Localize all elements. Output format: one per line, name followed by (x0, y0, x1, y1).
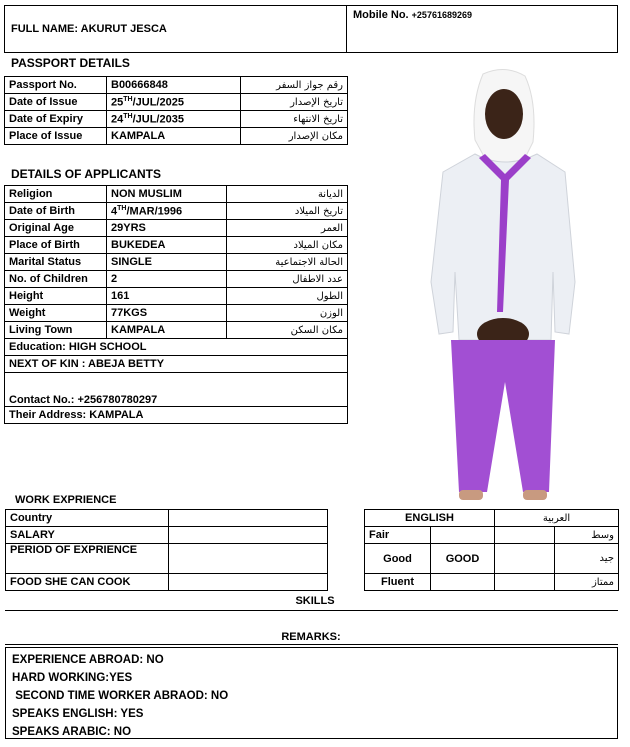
applicant-arabic: مكان الميلاد (227, 237, 348, 254)
table-row (365, 574, 619, 591)
level-label: Good (365, 544, 431, 574)
applicant-table (4, 185, 348, 424)
arabic-level-label: جيد (555, 544, 619, 574)
applicant-label: Religion (5, 186, 107, 203)
table-row (5, 77, 348, 94)
applicant-value: 2 (107, 271, 227, 288)
table-row (5, 94, 348, 111)
applicant-label: Original Age (5, 220, 107, 237)
arabic-level-mark (495, 574, 555, 591)
applicant-arabic: العمر (227, 220, 348, 237)
remark-line: SPEAKS ARABIC: NO (12, 726, 132, 738)
work-value (169, 544, 328, 574)
work-label: Country (6, 510, 169, 527)
date-part: /JUL/2035 (132, 113, 184, 126)
mobile-row (353, 9, 472, 21)
applicant-value: 77KGS (107, 305, 227, 322)
remark-line: EXPERIENCE ABROAD: NO (12, 654, 164, 666)
table-row (5, 254, 348, 271)
header-mobile-box (346, 5, 618, 53)
remark-line: SECOND TIME WORKER ABRAOD: NO (12, 690, 229, 702)
applicant-label: Place of Birth (5, 237, 107, 254)
passport-arabic: تاريخ الانتهاء (241, 111, 348, 128)
applicant-arabic: الديانة (227, 186, 348, 203)
applicant-value: KAMPALA (107, 322, 227, 339)
header-name-box (4, 5, 347, 53)
work-label: SALARY (6, 527, 169, 544)
table-row (5, 305, 348, 322)
passport-value: KAMPALA (107, 128, 241, 145)
arabic-level-label: وسط (555, 527, 619, 544)
passport-arabic: رقم جواز السفر (241, 77, 348, 94)
table-row (5, 203, 348, 220)
education: Education: HIGH SCHOOL (5, 339, 348, 356)
full-name: FULL NAME: AKURUT JESCA (11, 23, 167, 35)
remarks-box (5, 647, 618, 739)
date-part: /MAR/1996 (126, 205, 183, 218)
passport-label: Place of Issue (5, 128, 107, 145)
table-row (5, 373, 348, 407)
table-row (6, 510, 328, 527)
table-row (5, 237, 348, 254)
passport-arabic: مكان الإصدار (241, 128, 348, 145)
skills-title: SKILLS (295, 595, 335, 607)
language-table (364, 509, 619, 591)
mobile-label: Mobile No. (353, 9, 409, 21)
passport-arabic: تاريخ الإصدار (241, 94, 348, 111)
english-header: ENGLISH (365, 510, 495, 527)
table-row (5, 271, 348, 288)
applicant-arabic: الطول (227, 288, 348, 305)
work-label: PERIOD OF EXPRIENCE (6, 544, 169, 574)
remarks-divider (5, 644, 618, 645)
table-row (5, 288, 348, 305)
arabic-level-mark (495, 527, 555, 544)
passport-label: Date of Issue (5, 94, 107, 111)
english-level (431, 574, 495, 591)
applicant-label: No. of Children (5, 271, 107, 288)
table-row (5, 220, 348, 237)
mobile-value: +25761689269 (411, 10, 472, 20)
applicant-value: SINGLE (107, 254, 227, 271)
work-label: FOOD SHE CAN COOK (6, 574, 169, 591)
date-suffix: TH (123, 95, 133, 103)
contact: Contact No.: +256780780297 (5, 373, 348, 407)
skills-divider (5, 610, 618, 611)
english-level: GOOD (431, 544, 495, 574)
table-row (365, 527, 619, 544)
table-row (6, 574, 328, 591)
work-value (169, 574, 328, 591)
passport-value (107, 111, 241, 128)
date-part: 25 (111, 96, 124, 109)
passport-label: Passport No. (5, 77, 107, 94)
date-part: 24 (111, 113, 124, 126)
applicant-value: 161 (107, 288, 227, 305)
passport-label: Date of Expiry (5, 111, 107, 128)
arabic-level-mark (495, 544, 555, 574)
table-row (5, 339, 348, 356)
applicant-label: Height (5, 288, 107, 305)
table-row (5, 186, 348, 203)
date-suffix: TH (123, 112, 133, 120)
date-suffix: TH (117, 204, 127, 212)
remarks-title: REMARKS: (281, 631, 341, 643)
applicant-value: NON MUSLIM (107, 186, 227, 203)
table-row (5, 407, 348, 424)
applicant-label: Date of Birth (5, 203, 107, 220)
table-row (365, 510, 619, 527)
passport-title: PASSPORT DETAILS (11, 56, 130, 70)
applicant-arabic: مكان السكن (227, 322, 348, 339)
table-row (5, 111, 348, 128)
passport-value: B00666848 (107, 77, 241, 94)
applicant-value: BUKEDEA (107, 237, 227, 254)
work-value (169, 510, 328, 527)
arabic-header: العربية (495, 510, 619, 527)
address: Their Address: KAMPALA (5, 407, 348, 424)
applicant-arabic: الحالة الاجتماعية (227, 254, 348, 271)
applicant-arabic: تاريخ الميلاد (227, 203, 348, 220)
next-of-kin: NEXT OF KIN : ABEJA BETTY (5, 356, 348, 373)
work-title: WORK EXPRIENCE (15, 494, 117, 506)
level-label: Fair (365, 527, 431, 544)
passport-value (107, 94, 241, 111)
english-level (431, 527, 495, 544)
applicant-arabic: عدد الاطفال (227, 271, 348, 288)
work-value (169, 527, 328, 544)
applicant-value: 29YRS (107, 220, 227, 237)
remark-line: SPEAKS ENGLISH: YES (12, 708, 144, 720)
table-row (5, 356, 348, 373)
table-row (5, 128, 348, 145)
work-table (5, 509, 328, 591)
remark-line: HARD WORKING:YES (12, 672, 133, 684)
applicant-title: DETAILS OF APPLICANTS (11, 167, 161, 181)
table-row (5, 322, 348, 339)
applicant-label: Weight (5, 305, 107, 322)
applicant-arabic: الوزن (227, 305, 348, 322)
arabic-level-label: ممتاز (555, 574, 619, 591)
date-part: 4 (111, 205, 118, 218)
table-row (365, 544, 619, 574)
applicant-label: Marital Status (5, 254, 107, 271)
level-label: Fluent (365, 574, 431, 591)
date-part: /JUL/2025 (132, 96, 184, 109)
person-illustration (355, 62, 627, 505)
table-row (6, 544, 328, 574)
passport-table (4, 76, 348, 145)
candidate-photo (355, 62, 627, 505)
applicant-value (107, 203, 227, 220)
applicant-label: Living Town (5, 322, 107, 339)
table-row (6, 527, 328, 544)
